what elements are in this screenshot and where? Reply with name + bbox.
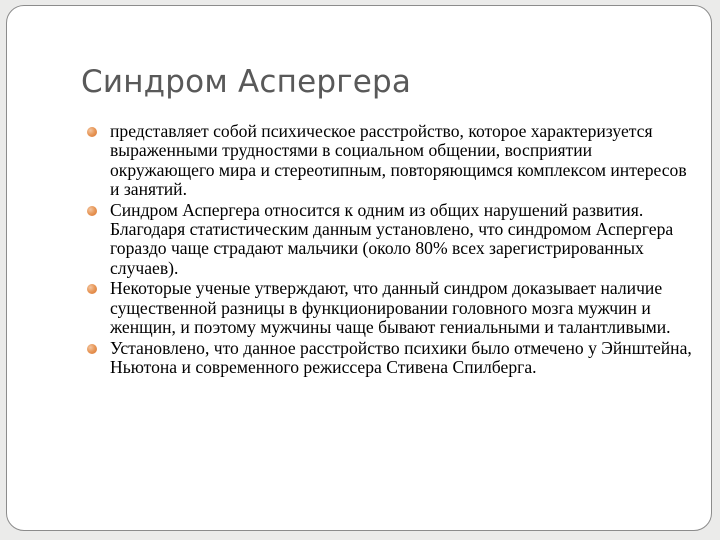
- bullet-item: [85, 201, 695, 278]
- bullet-text: Установлено, что данное расстройство психики было отмечено у Эйнштейна, Ньютона и современного режиссера Стивена Спилберга.: [110, 337, 692, 378]
- bullet-item: [85, 339, 695, 378]
- bullet-dot-icon: [87, 284, 97, 294]
- bullet-text: представляет собой психическое расстройство, которое характеризуется выраженными трудностями в социальном общении, восприятии окружающего мира и стереотипным, повторяющимся комплексом интересов и занятий.: [110, 121, 687, 199]
- bullet-list: [85, 122, 695, 379]
- bullet-dot-icon: [87, 206, 97, 216]
- bullet-text: Синдром Аспергера относится к одним из общих нарушений развития. Благодаря статистическим данным установлено, что синдромом Аспергера гораздо чаще страдают мальчики (около 80% всех зарегистрированных случаев).: [110, 199, 674, 278]
- slide-title: Синдром Аспергера: [81, 64, 412, 100]
- bullet-item: [85, 279, 695, 337]
- slide: [6, 5, 712, 531]
- bullet-dot-icon: [87, 344, 97, 354]
- bullet-item: [85, 122, 695, 199]
- bullet-text: Некоторые ученые утверждают, что данный синдром доказывает наличие существенной разницы в функционировании головного мозга мужчин и женщин, и поэтому мужчины чаще бывают гениальными и талантливыми.: [110, 278, 671, 337]
- bullet-dot-icon: [87, 127, 97, 137]
